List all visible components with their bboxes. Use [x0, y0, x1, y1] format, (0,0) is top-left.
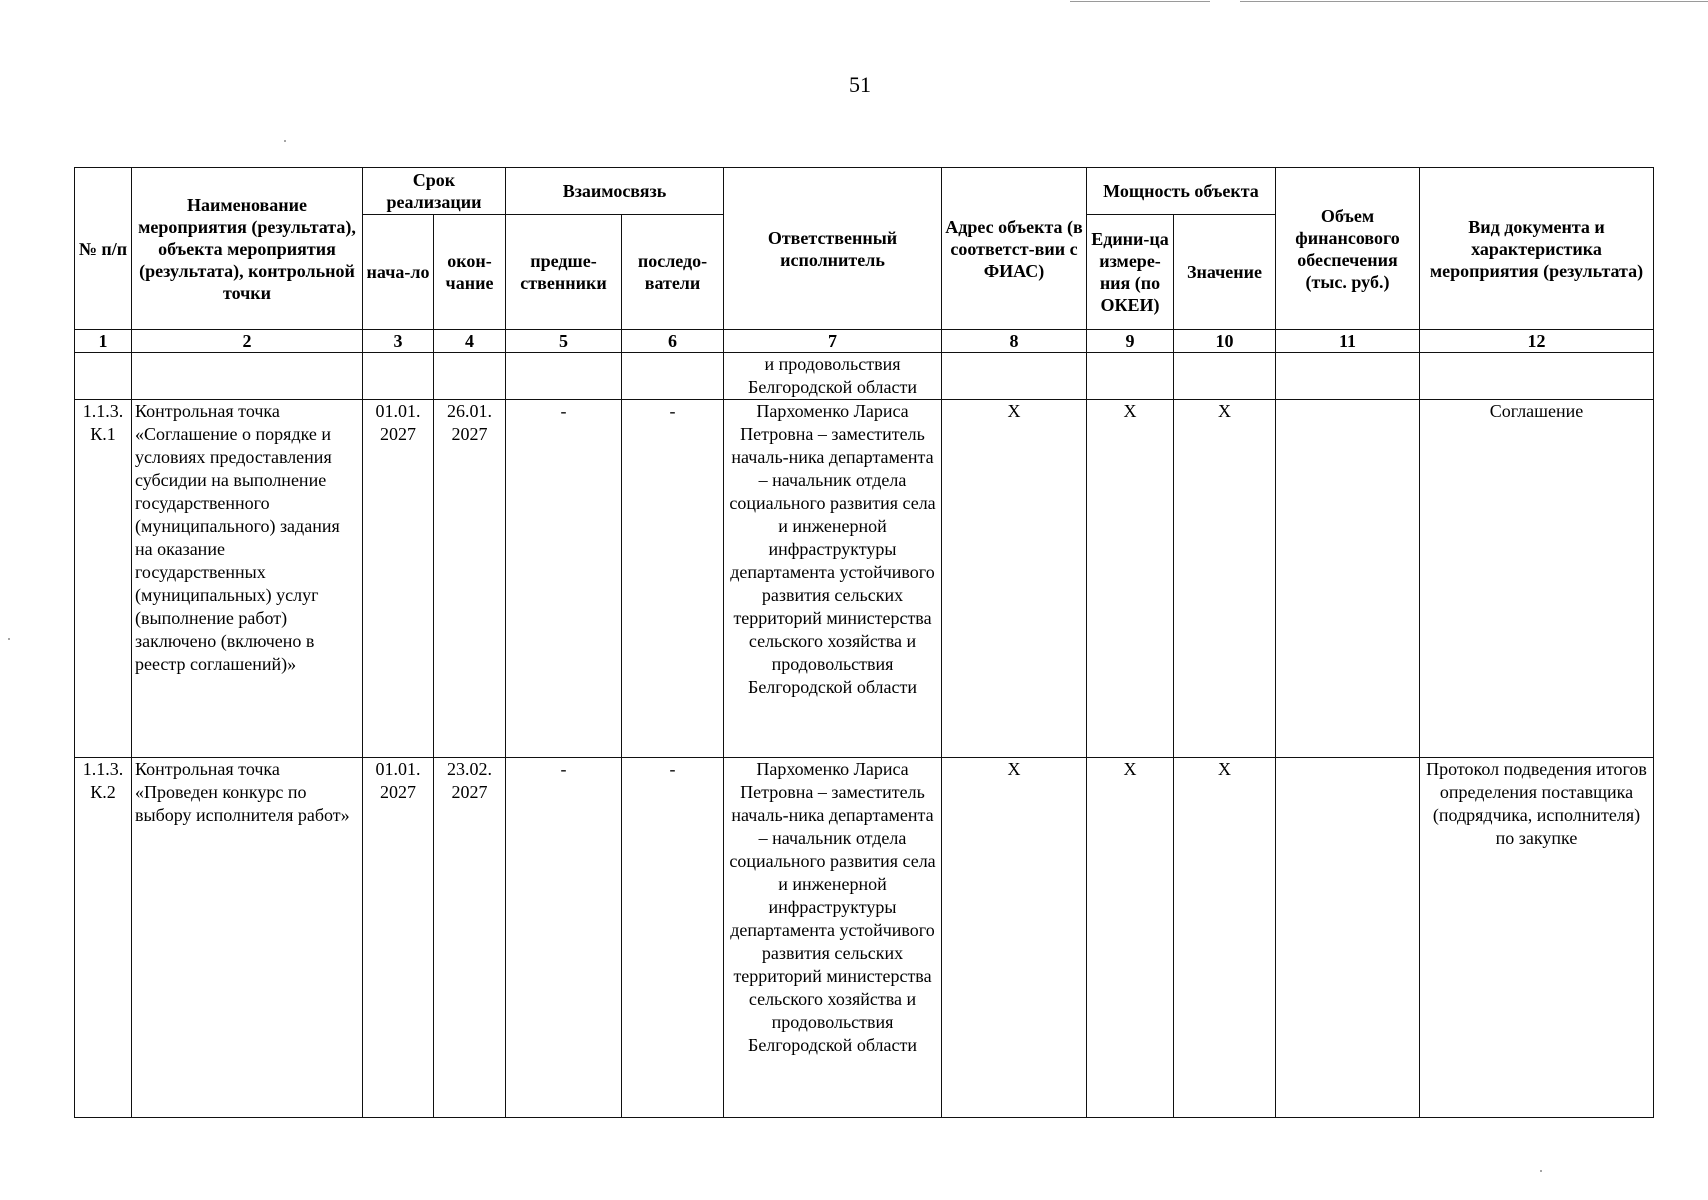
- row-num: 1.1.3. К.2: [75, 758, 132, 1118]
- col-number: 4: [434, 330, 506, 353]
- row-start-date: 01.01. 2027: [363, 758, 434, 1118]
- row-end-date: 23.02. 2027: [434, 758, 506, 1118]
- col-number: 5: [506, 330, 622, 353]
- row-successors: -: [622, 758, 724, 1118]
- row-finance: [1276, 400, 1420, 758]
- header-period-start: нача-ло: [363, 215, 434, 330]
- header-link-next: последо-ватели: [622, 215, 724, 330]
- header-name: Наименование мероприятия (результата), объекта мероприятия (результата), контрольной точки: [132, 168, 363, 330]
- row-address: X: [942, 758, 1087, 1118]
- row-name: Контрольная точка «Проведен конкурс по выбору исполнителя работ»: [132, 758, 363, 1118]
- col-number: 7: [724, 330, 942, 353]
- row-document: Соглашение: [1420, 400, 1654, 758]
- col-number: 8: [942, 330, 1087, 353]
- row-value: X: [1174, 758, 1276, 1118]
- row-document: Протокол подведения итогов определения поставщика (подрядчика, исполнителя) по закупке: [1420, 758, 1654, 1118]
- scan-artifact-line: [1070, 1, 1210, 2]
- header-capacity-unit: Едини-ца измере-ния (по ОКЕИ): [1087, 215, 1174, 330]
- row-unit: X: [1087, 400, 1174, 758]
- row-start-date: 01.01. 2027: [363, 400, 434, 758]
- row-end-date: 26.01. 2027: [434, 400, 506, 758]
- scan-speck: [8, 638, 10, 640]
- header-link: Взаимосвязь: [506, 168, 724, 215]
- row-finance: [1276, 758, 1420, 1118]
- header-capacity-value: Значение: [1174, 215, 1276, 330]
- row-executor: Пархоменко Лариса Петровна – заместитель началь-ника департамента – начальник отдела социального развития села и инженерной инфраструктуры департамента устойчивого развития сельских территорий министерства сельского хозяйства и продовольствия Белгородской области: [724, 400, 942, 758]
- row-predecessors: -: [506, 400, 622, 758]
- scan-speck: [1540, 1170, 1542, 1172]
- row-name: Контрольная точка «Соглашение о порядке и условиях предоставления субсидии на выполнение государственного (муниципального) задания на оказание государственных (муниципальных) услуг (выполнение работ) заключено (включено в реестр соглашений)»: [132, 400, 363, 758]
- col-number: 3: [363, 330, 434, 353]
- header-address: Адрес объекта (в соответст-вии с ФИАС): [942, 168, 1087, 330]
- table-row: [75, 758, 1654, 1118]
- header-link-prev: предше-ственники: [506, 215, 622, 330]
- header-num: № п/п: [75, 168, 132, 330]
- col-number: 9: [1087, 330, 1174, 353]
- row-successors: -: [622, 400, 724, 758]
- row-predecessors: -: [506, 758, 622, 1118]
- row-value: X: [1174, 400, 1276, 758]
- row-unit: X: [1087, 758, 1174, 1118]
- header-period-end: окон-чание: [434, 215, 506, 330]
- row-num: 1.1.3. К.1: [75, 400, 132, 758]
- table-row: [75, 400, 1654, 758]
- row-address: X: [942, 400, 1087, 758]
- scan-artifact-line: [1240, 1, 1708, 2]
- header-period: Срок реализации: [363, 168, 506, 215]
- col-number: 12: [1420, 330, 1654, 353]
- header-executor: Ответственный исполнитель: [724, 168, 942, 330]
- col-number: 6: [622, 330, 724, 353]
- col-number: 11: [1276, 330, 1420, 353]
- continuation-row: [75, 353, 1654, 400]
- plan-table: [74, 167, 1654, 1118]
- col-number: 10: [1174, 330, 1276, 353]
- col-number: 1: [75, 330, 132, 353]
- header-finance: Объем финансового обеспечения (тыс. руб.): [1276, 168, 1420, 330]
- header-doc: Вид документа и характеристика мероприятия (результата): [1420, 168, 1654, 330]
- continuation-executor: и продовольствия Белгородской области: [724, 353, 942, 400]
- scan-speck: [284, 140, 286, 142]
- row-executor: Пархоменко Лариса Петровна – заместитель началь-ника департамента – начальник отдела социального развития села и инженерной инфраструктуры департамента устойчивого развития сельских территорий министерства сельского хозяйства и продовольствия Белгородской области: [724, 758, 942, 1118]
- header-capacity: Мощность объекта: [1087, 168, 1276, 215]
- page-number: 51: [849, 72, 871, 97]
- column-number-row: [75, 330, 1654, 353]
- col-number: 2: [132, 330, 363, 353]
